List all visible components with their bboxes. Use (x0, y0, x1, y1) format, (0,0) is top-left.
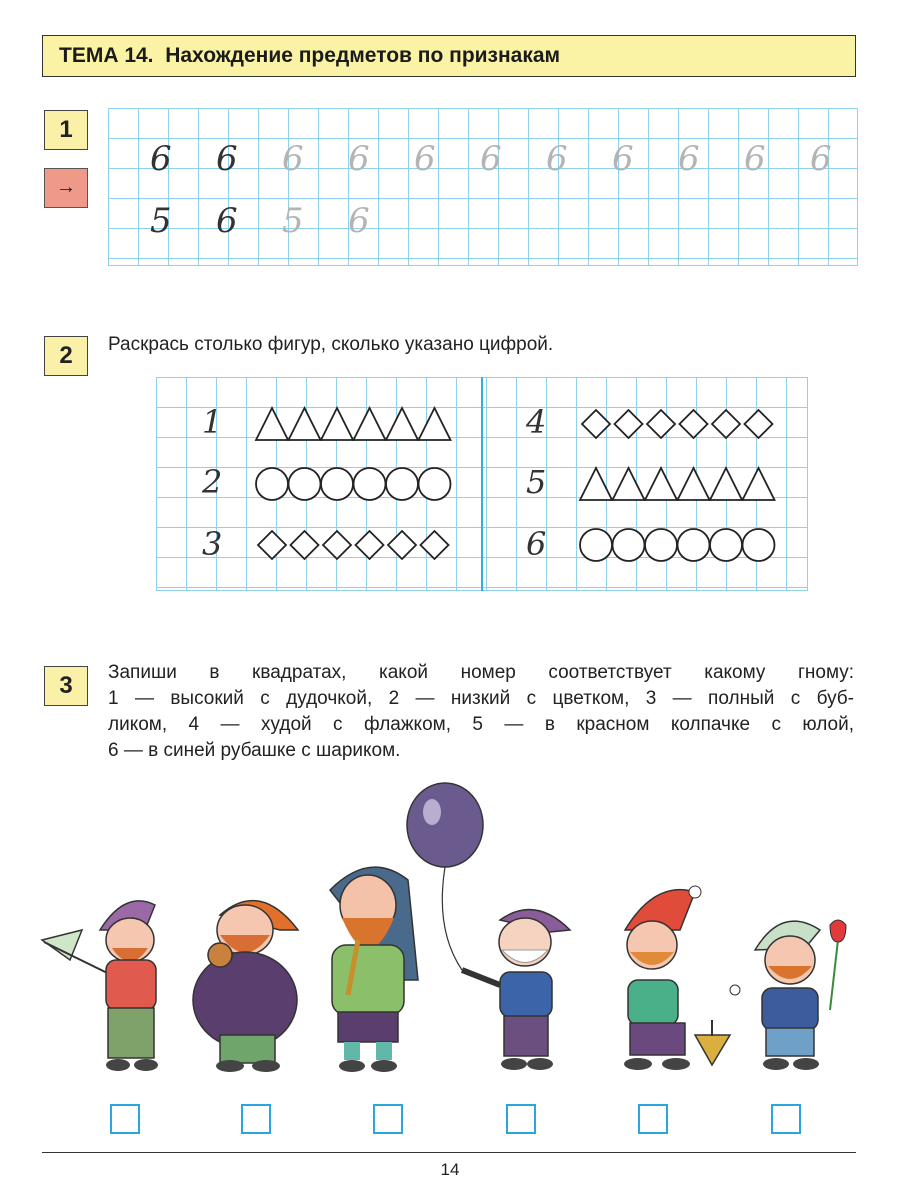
gnome-with-pipe-icon (330, 867, 418, 1072)
answer-box[interactable] (241, 1104, 271, 1134)
triangle-shape[interactable] (256, 408, 288, 440)
diamond-shape[interactable] (421, 531, 449, 559)
digit-sample: 6 (414, 139, 436, 179)
task-1-number: 1 (44, 110, 88, 150)
page-number: 14 (440, 1160, 460, 1179)
circle-shape[interactable] (321, 468, 353, 500)
task-3-number: 3 (44, 666, 88, 706)
digit-sample: 5 (150, 201, 172, 241)
circle-shape[interactable] (580, 529, 612, 561)
circle-shape[interactable] (419, 468, 451, 500)
instruction-line: ликом, 4 — худой с флажком, 5 — в красном колпачке с юлой, (108, 714, 854, 735)
diamond-shape[interactable] (388, 531, 416, 559)
digit-sample: 6 (480, 139, 502, 179)
count-label: 1 (202, 403, 223, 441)
answer-box[interactable] (110, 1104, 140, 1134)
diamond-shape[interactable] (258, 531, 286, 559)
circle-shape[interactable] (678, 529, 710, 561)
digit-sample: 6 (546, 139, 568, 179)
count-label: 5 (526, 463, 547, 501)
diamond-shape[interactable] (680, 410, 708, 438)
instruction-line: 1 — высокий с дудочкой, 2 — низкий с цветком, 3 — полный с буб- (108, 688, 854, 709)
footer-divider (42, 1152, 856, 1153)
count-label: 4 (526, 403, 547, 441)
count-label: 6 (526, 525, 547, 563)
digit-sample: 6 (678, 139, 700, 179)
digit-sample: 6 (216, 139, 238, 179)
answer-box[interactable] (771, 1104, 801, 1134)
digit-sample: 6 (744, 139, 766, 179)
diamond-shape[interactable] (647, 410, 675, 438)
triangle-shape[interactable] (743, 468, 775, 500)
digit-sample: 6 (216, 201, 238, 241)
gnome-with-spinning-top-icon (624, 886, 730, 1070)
topic-title: ТЕМА 14. Нахождение предметов по признакам (59, 44, 561, 67)
digit-sample: 6 (150, 139, 172, 179)
gnome-with-flag-icon (42, 901, 158, 1071)
circle-shape[interactable] (289, 468, 321, 500)
diamond-shape[interactable] (291, 531, 319, 559)
circle-shape[interactable] (256, 468, 288, 500)
gnomes-illustration (30, 780, 870, 1090)
circle-shape[interactable] (710, 529, 742, 561)
task-3-instruction (108, 660, 854, 764)
answer-box[interactable] (506, 1104, 536, 1134)
answer-box[interactable] (638, 1104, 668, 1134)
triangle-shape[interactable] (386, 408, 418, 440)
diamond-shape[interactable] (745, 410, 773, 438)
diamond-shape[interactable] (712, 410, 740, 438)
digit-sample: 6 (282, 139, 304, 179)
triangle-shape[interactable] (678, 468, 710, 500)
triangle-shape[interactable] (289, 408, 321, 440)
instruction-line: 6 — в синей рубашке с шариком. (108, 740, 401, 761)
arrow-icon: → (44, 168, 88, 208)
triangle-shape[interactable] (645, 468, 677, 500)
circle-shape[interactable] (354, 468, 386, 500)
instruction-line: Запиши в квадратах, какой номер соответствует какому гному: (108, 662, 854, 683)
digit-sample: 6 (612, 139, 634, 179)
task-2-instruction: Раскрась столько фигур, сколько указано цифрой. (108, 334, 554, 355)
circle-shape[interactable] (645, 529, 677, 561)
triangle-shape[interactable] (354, 408, 386, 440)
digit-sample: 6 (810, 139, 832, 179)
diamond-shape[interactable] (323, 531, 351, 559)
digit-sample: 5 (282, 201, 304, 241)
diamond-shape[interactable] (615, 410, 643, 438)
diamond-shape[interactable] (356, 531, 384, 559)
triangle-shape[interactable] (419, 408, 451, 440)
circle-shape[interactable] (386, 468, 418, 500)
gnome-with-bagel-icon (193, 901, 298, 1072)
digit-sample: 6 (348, 139, 370, 179)
triangle-shape[interactable] (580, 468, 612, 500)
triangle-shape[interactable] (613, 468, 645, 500)
count-label: 2 (202, 463, 223, 501)
gnome-with-flower-icon (730, 920, 846, 1070)
diamond-shape[interactable] (582, 410, 610, 438)
task-2-number: 2 (44, 336, 88, 376)
circle-shape[interactable] (613, 529, 645, 561)
triangle-shape[interactable] (321, 408, 353, 440)
answer-box[interactable] (373, 1104, 403, 1134)
gnome-with-balloon-icon (407, 783, 570, 1070)
count-label: 3 (202, 525, 223, 563)
triangle-shape[interactable] (710, 468, 742, 500)
circle-shape[interactable] (743, 529, 775, 561)
digit-sample: 6 (348, 201, 370, 241)
